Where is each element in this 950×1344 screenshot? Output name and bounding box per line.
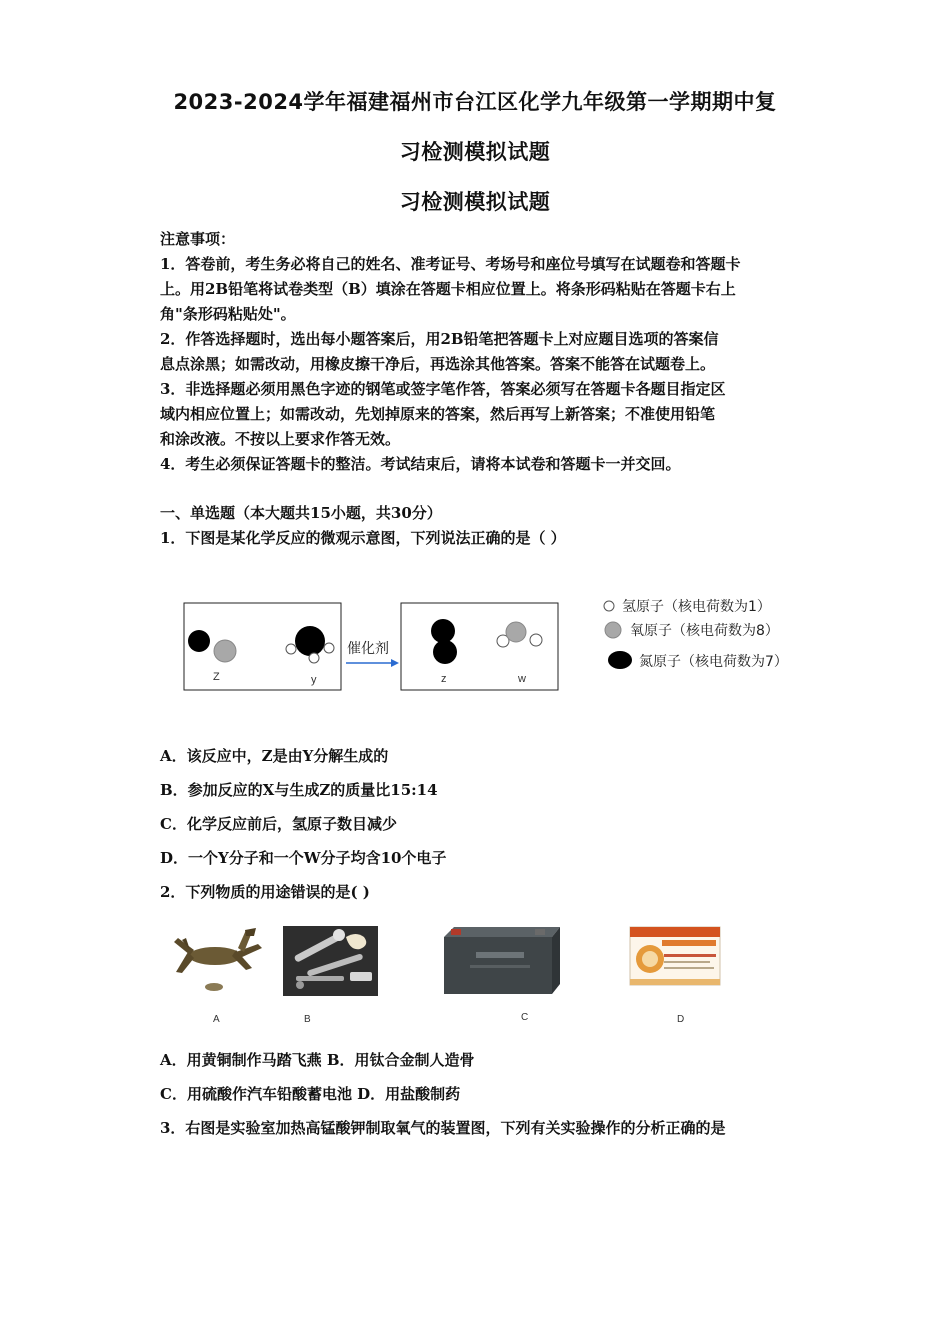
notice-heading: 注意事项：: [160, 230, 236, 248]
arrow-head-icon: [391, 659, 399, 667]
hydrogen-atom: [530, 634, 542, 646]
hydrogen-atom: [497, 635, 509, 647]
title-line-1: 2023-2024学年福建福州市台江区化学九年级第一学期期中复: [173, 90, 777, 114]
medicine-box-image: [630, 927, 720, 985]
notice-line: 1．答卷前，考生务必将自己的姓名、准考证号、考场号和座位号填写在试题卷和答题卡: [160, 255, 741, 273]
product-box: [401, 603, 558, 690]
question-1-option-d: D．一个Y分子和一个W分子均含10个电子: [160, 849, 447, 867]
notice-line: 和涂改液。不按以上要求作答无效。: [160, 430, 401, 448]
lead-acid-battery-image: [444, 927, 560, 994]
question-1-option-c: C．化学反应前后，氢原子数目减少: [160, 815, 397, 833]
question-2-options-row-1: A．用黄铜制作马踏飞燕 B．用钛合金制人造骨: [160, 1051, 475, 1069]
legend-oxygen: 氧原子（核电荷数为8）: [630, 623, 779, 639]
oxygen-atom: [506, 622, 526, 642]
hydrogen-atom: [309, 653, 319, 663]
reactant-label-1: Z: [213, 671, 220, 683]
notice-line: 息点涂黑；如需改动，用橡皮擦干净后，再选涂其他答案。答案不能答在试题卷上。: [160, 355, 716, 373]
notice-line: 3．非选择题必须用黑色字迹的钢笔或签字笔作答，答案必须写在答题卡各题目指定区: [160, 380, 726, 398]
image-label-c: C: [521, 1012, 529, 1023]
legend-nitrogen: 氮原子（核电荷数为7）: [639, 654, 788, 670]
product-label-1: z: [441, 673, 447, 685]
notice-line: 角"条形码粘贴处"。: [160, 305, 296, 323]
notice-line: 4．考生必须保证答题卡的整洁。考试结束后，请将本试卷和答题卡一并交回。: [160, 455, 681, 473]
title-line-2: 习检测模拟试题: [399, 140, 551, 164]
question-2-options-row-2: C．用硫酸作汽车铅酸蓄电池 D．用盐酸制药: [160, 1085, 461, 1103]
image-label-d: D: [677, 1014, 685, 1025]
legend-hydrogen: 氢原子（核电荷数为1）: [622, 599, 771, 615]
question-1-stem: 1．下图是某化学反应的微观示意图，下列说法正确的是（ ）: [160, 529, 566, 547]
reactant-box: [184, 603, 341, 690]
oxygen-atom: [214, 640, 236, 662]
titanium-implant-image: [283, 926, 378, 996]
question-3-stem: 3．右图是实验室加热高锰酸钾制取氧气的装置图，下列有关实验操作的分析正确的是: [160, 1119, 726, 1137]
notice-line: 域内相应位置上；如需改动，先划掉原来的答案，然后再写上新答案；不准使用铅笔: [160, 405, 716, 423]
nitrogen-atom: [188, 630, 210, 652]
nitrogen-atom: [431, 619, 455, 643]
legend-oxygen-icon: [605, 622, 621, 638]
question-1-option-b: B．参加反应的X与生成Z的质量比15:14: [160, 781, 438, 799]
question-1-option-a: A．该反应中，Z是由Y分解生成的: [160, 747, 389, 765]
hydrogen-atom: [286, 644, 296, 654]
section-heading: 一、单选题（本大题共15小题，共30分）: [160, 504, 442, 522]
hydrogen-atom: [324, 643, 334, 653]
reactant-label-2: y: [311, 674, 317, 686]
nitrogen-atom: [433, 640, 457, 664]
notice-line: 上。用2B铅笔将试卷类型（B）填涂在答题卡相应位置上。将条形码粘贴在答题卡右上: [160, 280, 736, 298]
image-label-a: A: [213, 1014, 220, 1025]
question-2-stem: 2．下列物质的用途错误的是( ): [160, 883, 370, 901]
legend-hydrogen-icon: [604, 601, 614, 611]
notice-line: 2．作答选择题时，选出每小题答案后，用2B铅笔把答题卡上对应题目选项的答案信: [160, 330, 719, 348]
bronze-horse-image: [174, 928, 262, 991]
product-label-2: w: [518, 673, 526, 685]
legend-nitrogen-icon: [608, 651, 632, 669]
nitrogen-atom: [295, 626, 325, 656]
image-label-b: B: [304, 1014, 311, 1025]
title-line-3: 习检测模拟试题: [399, 190, 551, 214]
catalyst-label: 催化剂: [347, 641, 389, 657]
